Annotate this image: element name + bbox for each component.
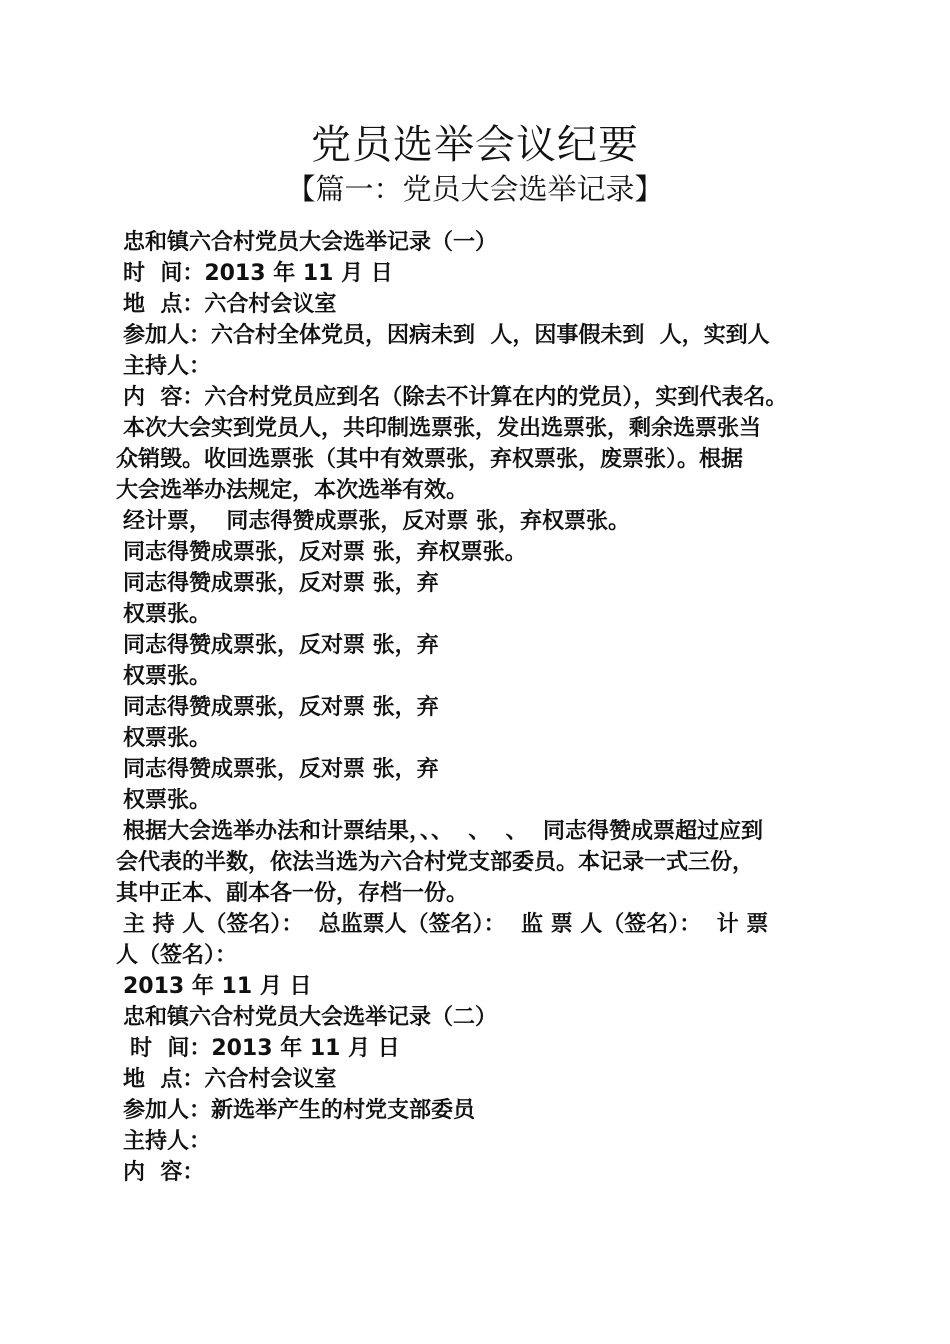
paragraph-line: 大会选举办法规定，本次选举有效。 [116,478,469,503]
vote-count-line: 经计票， 同志得赞成票张，反对票 张，弃权票张。 [123,509,630,534]
vote-count-line: 同志得赞成票张，反对票 张，弃 [123,695,439,720]
result-paragraph-line: 根据大会选举办法和计票结果，、、 、 、 同志得赞成票超过应到 [123,819,763,844]
time-line: 时 间：2013 年 11 月 日 [130,1036,400,1061]
host-line: 主持人： [123,354,212,379]
location-line: 地 点：六合村会议室 [123,292,337,317]
paragraph-line: 众销毁。收回选票张（其中有效票张，弃权票张，废票张）。根据 [116,447,744,472]
vote-count-line: 同志得赞成票张，反对票 张，弃 [123,571,439,596]
vote-count-line: 权票张。 [123,788,212,813]
document-title: 党员选举会议纪要 [311,122,639,168]
vote-count-line: 权票张。 [123,664,212,689]
document-subtitle: 【篇一：党员大会选举记录】 [286,172,664,206]
paragraph-line: 本次大会实到党员人，共印制选票张，发出选票张，剩余选票张当 [123,416,762,441]
location-line: 地 点：六合村会议室 [123,1067,337,1092]
signature-line: 人（签名）： [116,943,238,968]
vote-count-line: 同志得赞成票张，反对票 张，弃 [123,757,439,782]
date-line: 2013 年 11 月 日 [123,974,312,999]
record-two-heading: 忠和镇六合村党员大会选举记录（二） [123,1005,498,1030]
attendees-line: 参加人：六合村全体党员，因病未到 人，因事假未到 人，实到人 [123,323,770,348]
vote-count-line: 权票张。 [123,726,212,751]
result-paragraph-line: 会代表的半数，依法当选为六合村党支部委员。本记录一式三份， [116,850,755,875]
record-one-heading: 忠和镇六合村党员大会选举记录（一） [123,230,498,255]
host-line: 主持人： [123,1129,212,1154]
attendees-line: 参加人：新选举产生的村党支部委员 [123,1098,476,1123]
vote-count-line: 权票张。 [123,602,212,627]
content-line: 内 容：六合村党员应到名（除去不计算在内的党员），实到代表名。 [123,385,788,410]
result-paragraph-line: 其中正本、副本各一份，存档一份。 [116,881,469,906]
content-line: 内 容： [123,1160,205,1185]
vote-count-line: 同志得赞成票张，反对票 张，弃 [123,633,439,658]
signature-line: 主 持 人（签名）： 总监票人（签名）： 监 票 人（签名）： 计 票 [123,912,769,937]
vote-count-line: 同志得赞成票张，反对票 张，弃权票张。 [123,540,527,565]
time-line: 时 间：2013 年 11 月 日 [123,261,393,286]
